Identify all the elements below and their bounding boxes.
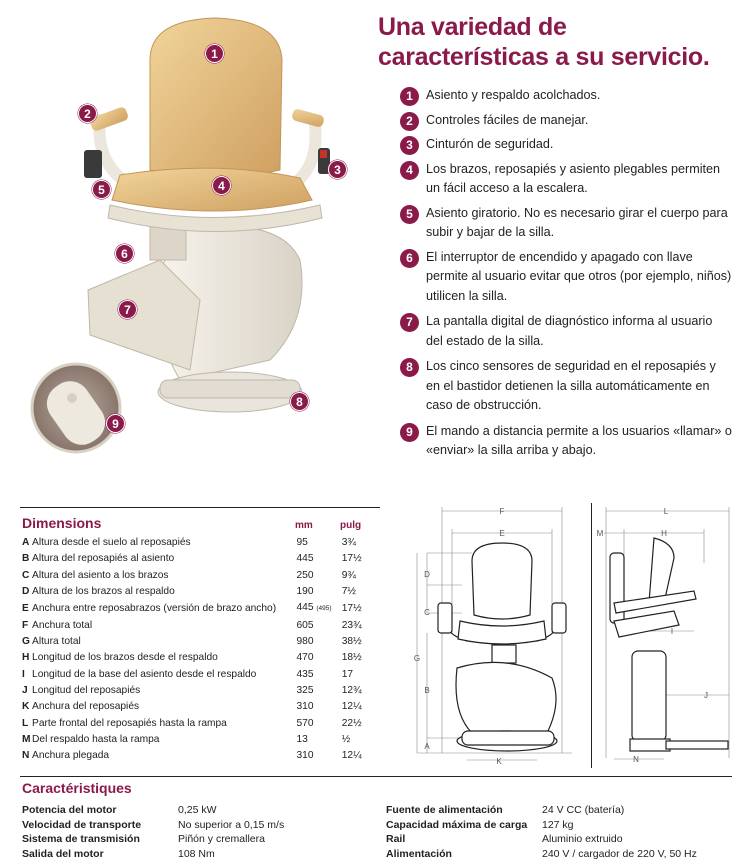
dimension-letter: C	[22, 569, 30, 581]
table-row	[22, 699, 382, 715]
characteristic-value: Piñón y cremallera	[178, 833, 265, 846]
characteristic-value: 127 kg	[542, 818, 574, 831]
feature-text: Asiento y respaldo acolchados.	[426, 88, 601, 102]
dimension-label: Parte frontal del reposapiés hasta la rampa	[32, 717, 227, 729]
feature-text: Los cinco sensores de seguridad en el reposapiés y en el bastidor detienen la silla automáticamente en caso de obstrucción.	[426, 359, 716, 412]
table-row	[22, 748, 382, 764]
feature-item	[400, 422, 732, 461]
badge-8: 8	[290, 392, 309, 411]
table-row	[22, 667, 382, 683]
characteristic-value: No superior a 0,15 m/s	[178, 818, 285, 831]
feature-text: Los brazos, reposapiés y asiento plegables permiten un fácil acceso a la escalera.	[426, 161, 721, 195]
feature-item	[400, 135, 732, 155]
characteristic-key: Potencia del motor	[22, 804, 117, 816]
dimension-letter: E	[22, 602, 29, 614]
table-row	[22, 618, 382, 634]
table-row	[386, 832, 732, 847]
feature-item	[400, 86, 732, 106]
table-row	[22, 584, 382, 600]
dimension-letter: G	[22, 636, 30, 648]
feature-text: El interruptor de encendido y apagado con llave permite al usuario evitar que otros (por ejemplo, niños) utilicen la silla.	[426, 249, 732, 303]
feature-number: 6	[400, 249, 419, 268]
table-row	[22, 634, 382, 650]
page-title: Una variedad de características a su servicio.	[378, 13, 710, 71]
feature-item	[400, 248, 732, 307]
dimensions-divider	[20, 507, 380, 508]
dimension-mm: 310	[296, 701, 314, 713]
feature-number: 9	[400, 423, 419, 442]
characteristic-value: Aluminio extruido	[542, 833, 623, 846]
dimension-in: 17½	[341, 602, 362, 614]
dimension-label: Anchura entre reposabrazos (versión de brazo ancho)	[32, 602, 277, 614]
dimension-label: Longitud del reposapiés	[32, 685, 141, 697]
dimension-mm: 445	[296, 602, 314, 614]
dimension-label: Altura desde el suelo al reposapiés	[32, 537, 191, 548]
badge-3: 3	[328, 160, 347, 179]
dimension-mm: 190	[296, 586, 314, 598]
feature-number: 2	[400, 112, 419, 131]
front-view-diagram	[412, 503, 587, 768]
front-view-drawing	[412, 503, 587, 768]
dimension-mm: 435	[296, 668, 314, 680]
feature-item	[400, 204, 732, 243]
characteristic-key: Fuente de alimentación	[386, 804, 503, 816]
dimension-label: Altura de los brazos al respaldo	[32, 586, 175, 598]
characteristic-value: 24 V CC (batería)	[542, 804, 625, 816]
dimension-in: 7½	[341, 586, 356, 598]
stairlift-drawing	[0, 0, 370, 480]
side-view-diagram	[594, 503, 734, 768]
characteristics-table-left	[22, 803, 368, 861]
badge-1: 1	[205, 44, 224, 63]
dimension-in: 38½	[341, 636, 362, 648]
dimension-in: 23¾	[341, 619, 362, 631]
dimension-letter: F	[22, 619, 29, 631]
dimension-mm: 980	[296, 636, 314, 648]
dimension-letter: I	[22, 668, 25, 680]
table-row	[22, 732, 382, 748]
table-row	[22, 551, 382, 567]
dimension-label-b: B	[424, 686, 430, 695]
dimension-in: ½	[341, 734, 351, 746]
dimension-label-d: D	[424, 570, 430, 579]
characteristics-divider	[20, 776, 732, 777]
dimension-letter: B	[22, 553, 30, 565]
stairlift-illustration	[0, 0, 370, 480]
badge-9: 9	[106, 414, 125, 433]
dimension-mm: 605	[296, 619, 314, 631]
dimension-mm-alt: (495)	[316, 605, 332, 613]
dimension-mm: 250	[296, 569, 314, 581]
table-row	[22, 803, 368, 818]
table-row	[22, 683, 382, 699]
dimension-label-k: K	[496, 757, 502, 766]
table-row	[22, 650, 382, 666]
characteristic-value: 108 Nm	[178, 847, 215, 860]
dimension-letter: N	[22, 750, 30, 762]
dimension-mm: 95	[296, 537, 308, 548]
feature-text: Controles fáciles de manejar.	[426, 112, 589, 127]
side-view-drawing	[594, 503, 734, 768]
dimension-in: 17	[341, 668, 354, 680]
table-row	[22, 716, 382, 732]
table-row	[22, 535, 382, 551]
characteristic-key: Velocidad de transporte	[22, 818, 142, 831]
feature-item	[400, 111, 732, 131]
dimension-letter: L	[22, 717, 29, 729]
table-row	[22, 818, 368, 833]
feature-text: El mando a distancia permite a los usuarios «llamar» o «enviar» la silla arriba y abajo.	[426, 423, 732, 457]
dimension-label: Anchura total	[32, 619, 93, 631]
table-row	[386, 847, 732, 862]
table-row	[386, 818, 732, 833]
dimension-letter: D	[22, 586, 30, 598]
table-row	[22, 832, 368, 847]
characteristics-title: Caractéristiques	[22, 780, 132, 796]
dimension-label-j: J	[704, 691, 708, 700]
dimension-label: Longitud de los brazos desde el respaldo	[32, 652, 218, 664]
badge-4: 4	[212, 176, 231, 195]
dimension-letter: J	[22, 685, 28, 697]
dimension-mm: 445	[296, 553, 314, 565]
diagram-divider	[591, 503, 592, 768]
table-row	[386, 803, 732, 818]
dimension-letter: A	[22, 537, 30, 548]
table-row	[22, 568, 382, 584]
characteristic-key: Sistema de transmisión	[22, 833, 140, 846]
dimension-label-f: F	[499, 507, 505, 516]
badge-7: 7	[118, 300, 137, 319]
dimension-in: 9¾	[341, 569, 356, 581]
dimension-mm: 13	[296, 734, 308, 746]
dimension-label-l: L	[663, 507, 669, 516]
characteristic-value: 240 V / cargador de 220 V, 50 Hz	[542, 847, 697, 860]
dimension-label: Del respaldo hasta la rampa	[32, 734, 160, 746]
characteristic-key: Rail	[386, 833, 406, 846]
dimension-label: Anchura del reposapiés	[32, 701, 140, 713]
characteristic-value: 0,25 kW	[178, 804, 217, 816]
dimension-mm: 325	[296, 685, 314, 697]
feature-number: 4	[400, 161, 419, 180]
badge-6: 6	[115, 244, 134, 263]
dimension-label-g: G	[413, 654, 421, 663]
dimension-in: 22½	[341, 717, 362, 729]
dimension-label-m: M	[596, 529, 604, 538]
characteristic-key: Alimentación	[386, 847, 452, 860]
dimensions-title: Dimensions	[22, 515, 102, 531]
dimensions-table	[22, 535, 382, 765]
table-row	[22, 600, 382, 617]
dimension-mm: 570	[296, 717, 314, 729]
dimension-letter: M	[22, 734, 31, 746]
dimension-in: 12¼	[341, 750, 362, 762]
dimension-mm: 310	[296, 750, 314, 762]
dimension-label-i: I	[670, 627, 674, 636]
dimension-in: 17½	[341, 553, 362, 565]
dimension-label: Altura total	[32, 636, 81, 648]
feature-number: 3	[400, 136, 419, 155]
feature-item	[400, 357, 732, 416]
dimension-mm: 470	[296, 652, 314, 664]
feature-number: 7	[400, 313, 419, 332]
dimension-label-e: E	[499, 529, 505, 538]
dimension-label-a: A	[424, 742, 430, 751]
dimension-in: 18½	[341, 652, 362, 664]
feature-number: 5	[400, 205, 419, 224]
dimension-label-n: N	[633, 755, 639, 764]
feature-item	[400, 312, 732, 351]
dimension-label: Anchura plegada	[32, 750, 110, 762]
dimension-label: Longitud de la base del asiento desde el respaldo	[32, 668, 257, 680]
characteristic-key: Salida del motor	[22, 847, 104, 860]
dimension-in: 12¼	[341, 701, 362, 713]
feature-number: 8	[400, 358, 419, 377]
dimension-letter: K	[22, 701, 30, 713]
dimension-in: 12¾	[341, 685, 362, 697]
feature-item	[400, 160, 732, 199]
column-header-mm: mm	[295, 520, 313, 531]
badge-2: 2	[78, 104, 97, 123]
feature-text: Asiento giratorio. No es necesario girar el cuerpo para subir y bajar de la silla.	[426, 205, 728, 239]
feature-number: 1	[400, 87, 419, 106]
dimension-label-h: H	[661, 529, 667, 538]
characteristic-key: Capacidad máxima de carga	[386, 818, 528, 831]
dimension-label-c: C	[424, 608, 430, 617]
feature-text: Cinturón de seguridad.	[426, 137, 554, 151]
badge-5: 5	[92, 180, 111, 199]
feature-text: La pantalla digital de diagnóstico informa al usuario del estado de la silla.	[426, 314, 713, 348]
dimension-in: 3¾	[341, 537, 356, 548]
characteristics-table-right	[386, 803, 732, 861]
column-header-in: pulg	[340, 520, 362, 531]
dimension-letter: H	[22, 652, 30, 664]
dimension-label: Altura del reposapiés al asiento	[32, 553, 175, 565]
features-list	[400, 86, 732, 461]
dimension-label: Altura del asiento a los brazos	[32, 569, 169, 581]
table-row	[22, 847, 368, 862]
